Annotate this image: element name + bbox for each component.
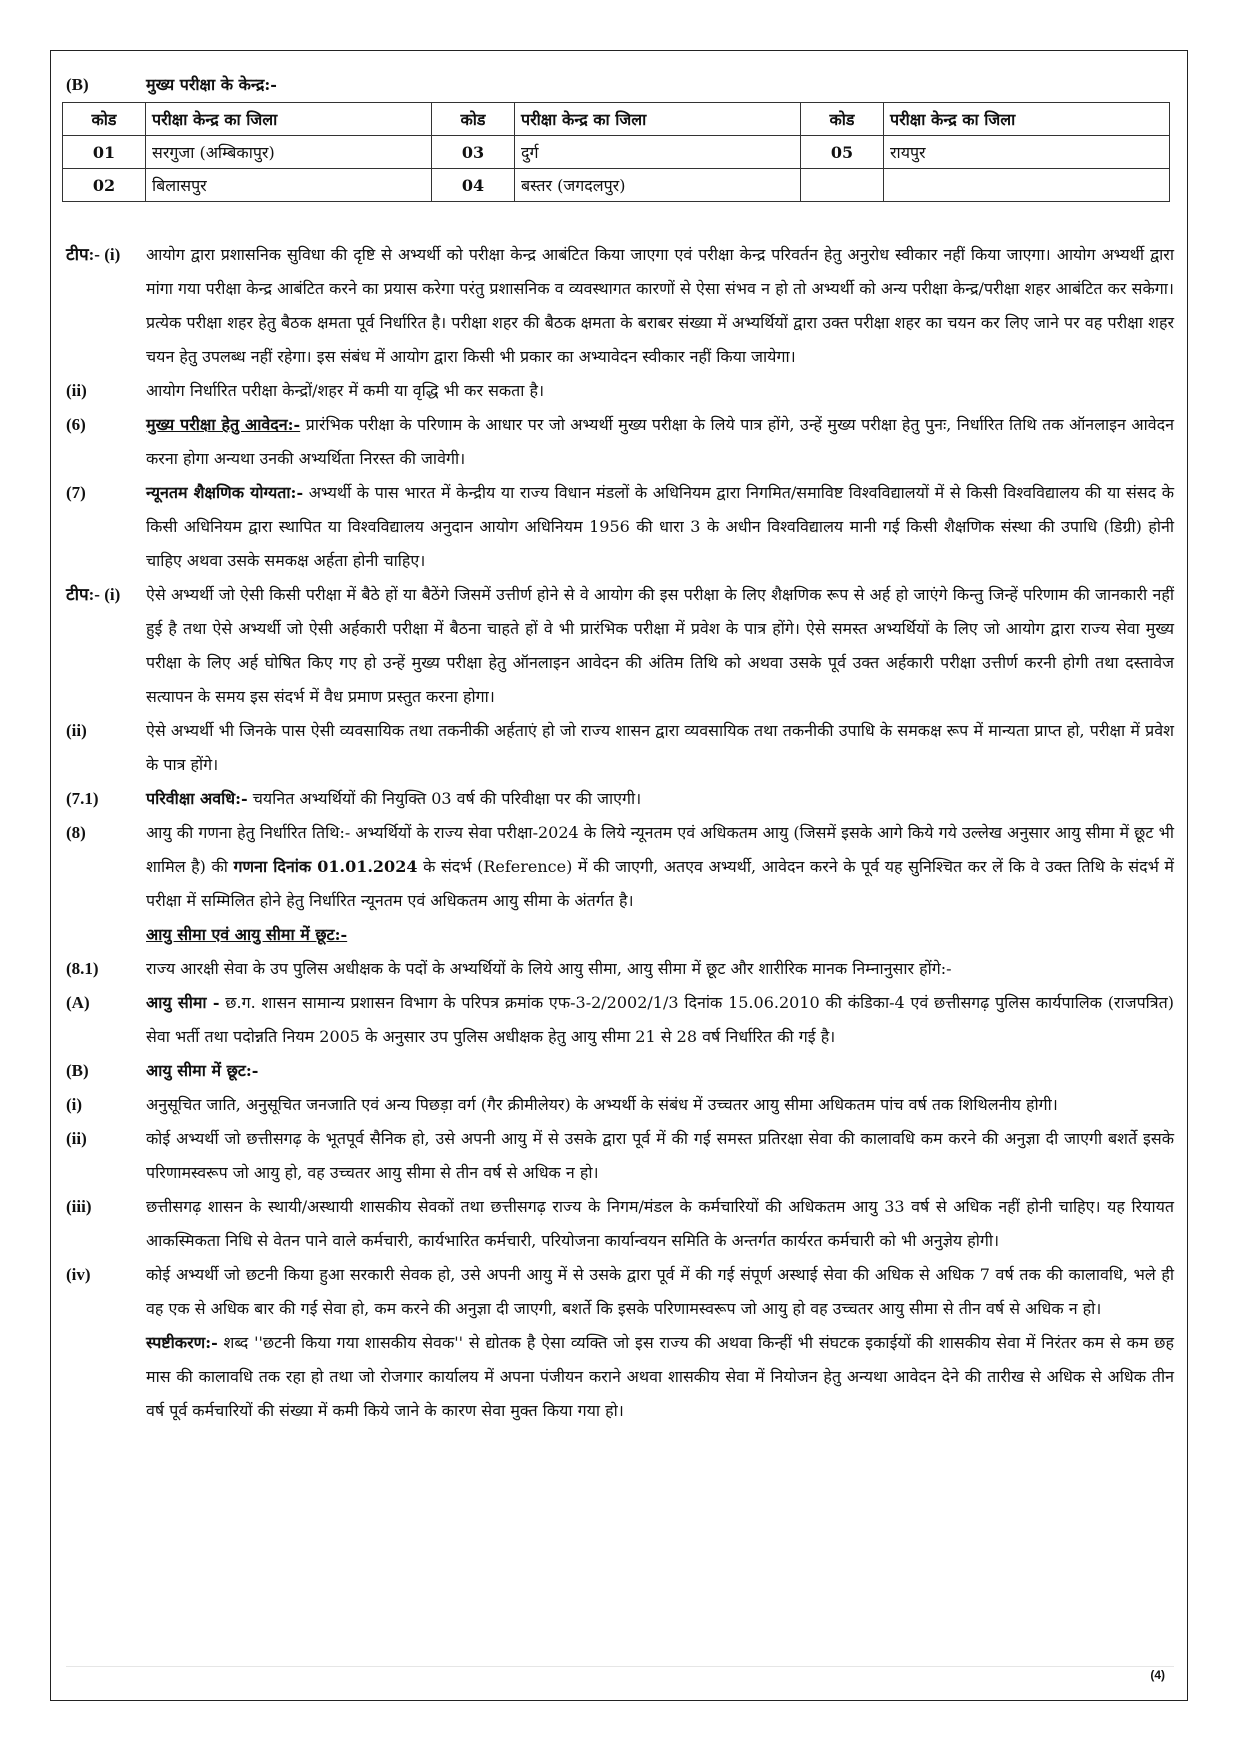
table-header-row bbox=[63, 103, 1170, 136]
section-a-heading: आयु सीमा - bbox=[146, 993, 220, 1012]
list-item: (iii) छत्तीसगढ़ शासन के स्थायी/अस्थायी शासकीय सेवकों तथा छत्तीसगढ़ राज्य के निगम/मंडल के कर्मचारियों की अधिकतम आयु 33 वर्ष से अधिक नहीं होनी चाहिए। यह रियायत आकस्मिकता निधि से वेतन पाने वाले कर्मचारी, कार्यभारित कर्मचारी, परियोजना कार्यान्वयन समिति के अन्तर्गत कार्यरत कर्मचारी को भी अनुज्ञेय होगी। bbox=[66, 1197, 1174, 1250]
section-a-text: छ.ग. शासन सामान्य प्रशासन विभाग के परिपत्र क्रमांक एफ-3-2/2002/1/3 दिनांक 15.06.2010 की कंडिका-4 एवं छत्तीसगढ़ पुलिस कार्यपालिक (राजपत्रित) सेवा भर्ती तथा पदोन्नति नियम 2005 के अनुसार उप पुलिस अधीक्षक हेतु आयु सीमा 21 से 28 वर्ष निर्धारित की गई है। bbox=[146, 993, 1174, 1046]
document-body bbox=[66, 68, 1174, 1428]
centre-district: सरगुजा (अम्बिकापुर) bbox=[146, 136, 432, 169]
spacer bbox=[66, 202, 1174, 238]
reference-date: गणना दिनांक 01.01.2024 bbox=[233, 857, 418, 876]
table-header-cell: कोड bbox=[801, 103, 884, 136]
centre-code: 02 bbox=[63, 169, 146, 202]
note-2-ii: (ii) ऐसे अभ्यर्थी भी जिनके पास ऐसी व्यवसायिक तथा तकनीकी अर्हताएं हो जो राज्य शासन द्वारा व्यवसायिक तथा तकनीकी उपाधि के समकक्ष रूप में मान्यता प्राप्त हो, परीक्षा में प्रवेश के पात्र होंगे। bbox=[66, 721, 1174, 774]
section-7-1-text: चयनित अभ्यर्थियों की नियुक्ति 03 वर्ष की परिवीक्षा पर की जाएगी। bbox=[247, 789, 642, 808]
section-6-heading: मुख्य परीक्षा हेतु आवेदन:- bbox=[146, 415, 301, 434]
footer-divider bbox=[66, 1666, 1174, 1667]
note-1: टीप:- (i) आयोग द्वारा प्रशासनिक सुविधा की दृष्टि से अभ्यर्थी को परीक्षा केन्द्र आबंटित किया जाएगा एवं परीक्षा केन्द्र परिवर्तन हेतु अनुरोध स्वीकार नहीं किया जाएगा। आयोग अभ्यर्थी द्वारा मांगा गया परीक्षा केन्द्र आबंटित करने का प्रयास करेगा परंतु प्रशासनिक व व्यवस्थागत कारणों से ऐसा संभव न हो तो अभ्यर्थी को अन्य परीक्षा केन्द्र/परीक्षा शहर आबंटित कर सकेगा। प्रत्येक परीक्षा शहर हेतु बैठक क्षमता पूर्व निर्धारित है। परीक्षा शहर की बैठक क्षमता के बराबर संख्या में अभ्यर्थियों द्वारा उक्त परीक्षा शहर का चयन कर लिए जाने पर वह परीक्षा शहर चयन हेतु उपलब्ध नहीं रहेगा। इस संबंध में आयोग द्वारा किसी भी प्रकार का अभ्यावेदन स्वीकार नहीं किया जायेगा। bbox=[66, 245, 1174, 366]
section-6: (6) मुख्य परीक्षा हेतु आवेदन:- प्रारंभिक परीक्षा के परिणाम के आधार पर जो अभ्यर्थी मुख्य परीक्षा के लिये पात्र होंगे, उन्हें मुख्य परीक्षा हेतु पुनः, निर्धारित तिथि तक ऑनलाइन आवेदन करना होगा अन्यथा उनकी अभ्यर्थिता निरस्त की जावेगी। bbox=[66, 415, 1174, 468]
centre-district: दुर्ग bbox=[515, 136, 801, 169]
table-header-cell: कोड bbox=[63, 103, 146, 136]
section-7-1-heading: परिवीक्षा अवधि:- bbox=[146, 789, 248, 808]
table-header-cell: परीक्षा केन्द्र का जिला bbox=[884, 103, 1170, 136]
centre-code: 05 bbox=[801, 136, 884, 169]
section-b-heading: (B) मुख्य परीक्षा के केन्द्र:- bbox=[66, 75, 277, 94]
clarification-heading: स्पष्टीकरण:- bbox=[146, 1333, 218, 1352]
centre-code: 03 bbox=[432, 136, 515, 169]
list-item: (ii) कोई अभ्यर्थी जो छत्तीसगढ़ के भूतपूर्व सैनिक हो, उसे अपनी आयु में से उसके द्वारा पूर्व में की गई समस्त प्रतिरक्षा सेवा की कालावधि कम करने की अनुज्ञा दी जाएगी बशर्ते इसके परिणामस्वरूप जो आयु हो, वह उच्चतर आयु सीमा से तीन वर्ष से अधिक न हो। bbox=[66, 1129, 1174, 1182]
section-7: (7) न्यूनतम शैक्षणिक योग्यता:- अभ्यर्थी के पास भारत में केन्द्रीय या राज्य विधान मंडलों के अधिनियम द्वारा निगमित/समाविष्ट विश्वविद्यालयों में से किसी विश्वविद्यालय की या संसद के किसी अधिनियम द्वारा स्थापित या विश्वविद्यालय अनुदान आयोग अधिनियम 1956 की धारा 3 के अधीन विश्वविद्यालय मानी गई किसी शैक्षणिक संस्था की उपाधि (डिग्री) होनी चाहिए अथवा उसके समकक्ष अर्हता होनी चाहिए। bbox=[66, 483, 1174, 570]
centre-code bbox=[801, 169, 884, 202]
page-number: (4) bbox=[1150, 1668, 1165, 1682]
centre-district: बस्तर (जगदलपुर) bbox=[515, 169, 801, 202]
table-row bbox=[63, 136, 1170, 169]
section-8: (8) आयु की गणना हेतु निर्धारित तिथि:- अभ्यर्थियों के राज्य सेवा परीक्षा-2024 के लिये न्यूनतम एवं अधिकतम आयु (जिसमें इसके आगे किये गये उल्लेख अनुसार आयु सीमा में छूट भी शामिल है) की गणना दिनांक 01.01.2024 के संदर्भ (Reference) में की जाएगी, अतएव अभ्यर्थी, आवेदन करने के पूर्व यह सुनिश्चित कर लें कि वे उक्त तिथि के संदर्भ में परीक्षा में सम्मिलित होने हेतु निर्धारित न्यूनतम एवं अधिकतम आयु सीमा के अंतर्गत है। bbox=[66, 823, 1175, 910]
list-item: (iv) कोई अभ्यर्थी जो छटनी किया हुआ सरकारी सेवक हो, उसे अपनी आयु में से उसके द्वारा पूर्व में की गई संपूर्ण अस्थाई सेवा की अधिक से अधिक 7 वर्ष तक की कालावधि, भले ही वह एक से अधिक बार की गई सेवा हो, कम करने की अनुज्ञा दी जाएगी, बशर्ते कि इसके परिणामस्वरूप जो आयु हो वह उच्चतर आयु सीमा से तीन वर्ष से अधिक न हो। bbox=[66, 1265, 1175, 1318]
section-7-heading: न्यूनतम शैक्षणिक योग्यता:- bbox=[146, 483, 304, 502]
table-row bbox=[63, 169, 1170, 202]
table-header-cell: परीक्षा केन्द्र का जिला bbox=[515, 103, 801, 136]
centre-district: रायपुर bbox=[884, 136, 1170, 169]
section-8-1: (8.1) राज्य आरक्षी सेवा के उप पुलिस अधीक्षक के पदों के अभ्यर्थियों के लिये आयु सीमा, आयु सीमा में छूट और शारीरिक मानक निम्नानुसार होंगे:- bbox=[66, 959, 952, 978]
list-item: (i) अनुसूचित जाति, अनुसूचित जनजाति एवं अन्य पिछड़ा वर्ग (गैर क्रीमीलेयर) के अभ्यर्थी के संबंध में उच्चतर आयु सीमा अधिकतम पांच वर्ष तक शिथिलनीय होगी। bbox=[66, 1095, 1058, 1114]
section-7-1: (7.1) परिवीक्षा अवधि:- चयनित अभ्यर्थियों की नियुक्ति 03 वर्ष की परिवीक्षा पर की जाएगी। bbox=[66, 789, 642, 808]
clarification-text: शब्द ''छटनी किया गया शासकीय सेवक'' से द्योतक है ऐसा व्यक्ति जो इस राज्य की अथवा किन्हीं भी संघटक इकाईयों की शासकीय सेवा में निरंतर कम से कम छह मास की कालावधि तक रहा हो तथा जो रोजगार कार्यालय में अपना पंजीयन कराने अथवा शासकीय सेवा में नियोजन हेतु अन्यथा आवेदन देने की तारीख से अधिक से अधिक तीन वर्ष पूर्व कर्मचारियों की संख्या में कमी किये जाने के कारण सेवा मुक्त किया गया हो। bbox=[146, 1333, 1174, 1420]
centre-district: बिलासपुर bbox=[146, 169, 432, 202]
centre-district bbox=[884, 169, 1170, 202]
section-a: (A) आयु सीमा - छ.ग. शासन सामान्य प्रशासन विभाग के परिपत्र क्रमांक एफ-3-2/2002/1/3 दिनांक 15.06.2010 की कंडिका-4 एवं छत्तीसगढ़ पुलिस कार्यपालिक (राजपत्रित) सेवा भर्ती तथा पदोन्नति नियम 2005 के अनुसार उप पुलिस अधीक्षक हेतु आयु सीमा 21 से 28 वर्ष निर्धारित की गई है। bbox=[66, 993, 1174, 1046]
clarification bbox=[66, 1326, 1174, 1428]
centre-code: 01 bbox=[63, 136, 146, 169]
section-7-text: अभ्यर्थी के पास भारत में केन्द्रीय या राज्य विधान मंडलों के अधिनियम द्वारा निगमित/समाविष्ट विश्वविद्यालयों में से किसी विश्वविद्यालय की या संसद के किसी अधिनियम द्वारा स्थापित या विश्वविद्यालय अनुदान आयोग अधिनियम 1956 की धारा 3 के अधीन विश्वविद्यालय मानी गई किसी शैक्षणिक संस्था की उपाधि (डिग्री) होनी चाहिए अथवा उसके समकक्ष अर्हता होनी चाहिए। bbox=[146, 483, 1174, 570]
section-6-text: प्रारंभिक परीक्षा के परिणाम के आधार पर जो अभ्यर्थी मुख्य परीक्षा के लिये पात्र होंगे, उन्हें मुख्य परीक्षा हेतु पुनः, निर्धारित तिथि तक ऑनलाइन आवेदन करना होगा अन्यथा उनकी अभ्यर्थिता निरस्त की जावेगी। bbox=[146, 415, 1174, 468]
centre-code: 04 bbox=[432, 169, 515, 202]
section-b2: (B) आयु सीमा में छूट:- bbox=[66, 1061, 259, 1080]
note-1-ii: (ii) आयोग निर्धारित परीक्षा केन्द्रों/शहर में कमी या वृद्धि भी कर सकता है। bbox=[66, 381, 545, 400]
exam-centres-table bbox=[62, 102, 1170, 202]
table-header-cell: परीक्षा केन्द्र का जिला bbox=[146, 103, 432, 136]
age-limit-subheading: आयु सीमा एवं आयु सीमा में छूट:- bbox=[146, 925, 348, 944]
note-2: टीप:- (i) ऐसे अभ्यर्थी जो ऐसी किसी परीक्षा में बैठे हों या बैठेंगे जिसमें उत्तीर्ण होने से वे आयोग की इस परीक्षा के लिए शैक्षणिक रूप से अर्ह हो जाएंगे किन्तु जिन्हें परिणाम की जानकारी नहीं हुई है तथा ऐसे अभ्यर्थी जो ऐसी अर्हकारी परीक्षा में बैठना चाहते हों वे भी प्रारंभिक परीक्षा में प्रवेश के पात्र होंगे। ऐसे समस्त अभ्यर्थियों के लिए जो आयोग द्वारा राज्य सेवा मुख्य परीक्षा के लिए अर्ह घोषित किए गए हो उन्हें मुख्य परीक्षा हेतु ऑनलाइन आवेदन की अंतिम तिथि को अथवा उसके पूर्व उक्त अर्हकारी परीक्षा उत्तीर्ण करनी होगी तथा दस्तावेज सत्यापन के समय इस संदर्भ में वैध प्रमाण प्रस्तुत करना होगा। bbox=[66, 585, 1174, 706]
table-header-cell: कोड bbox=[432, 103, 515, 136]
